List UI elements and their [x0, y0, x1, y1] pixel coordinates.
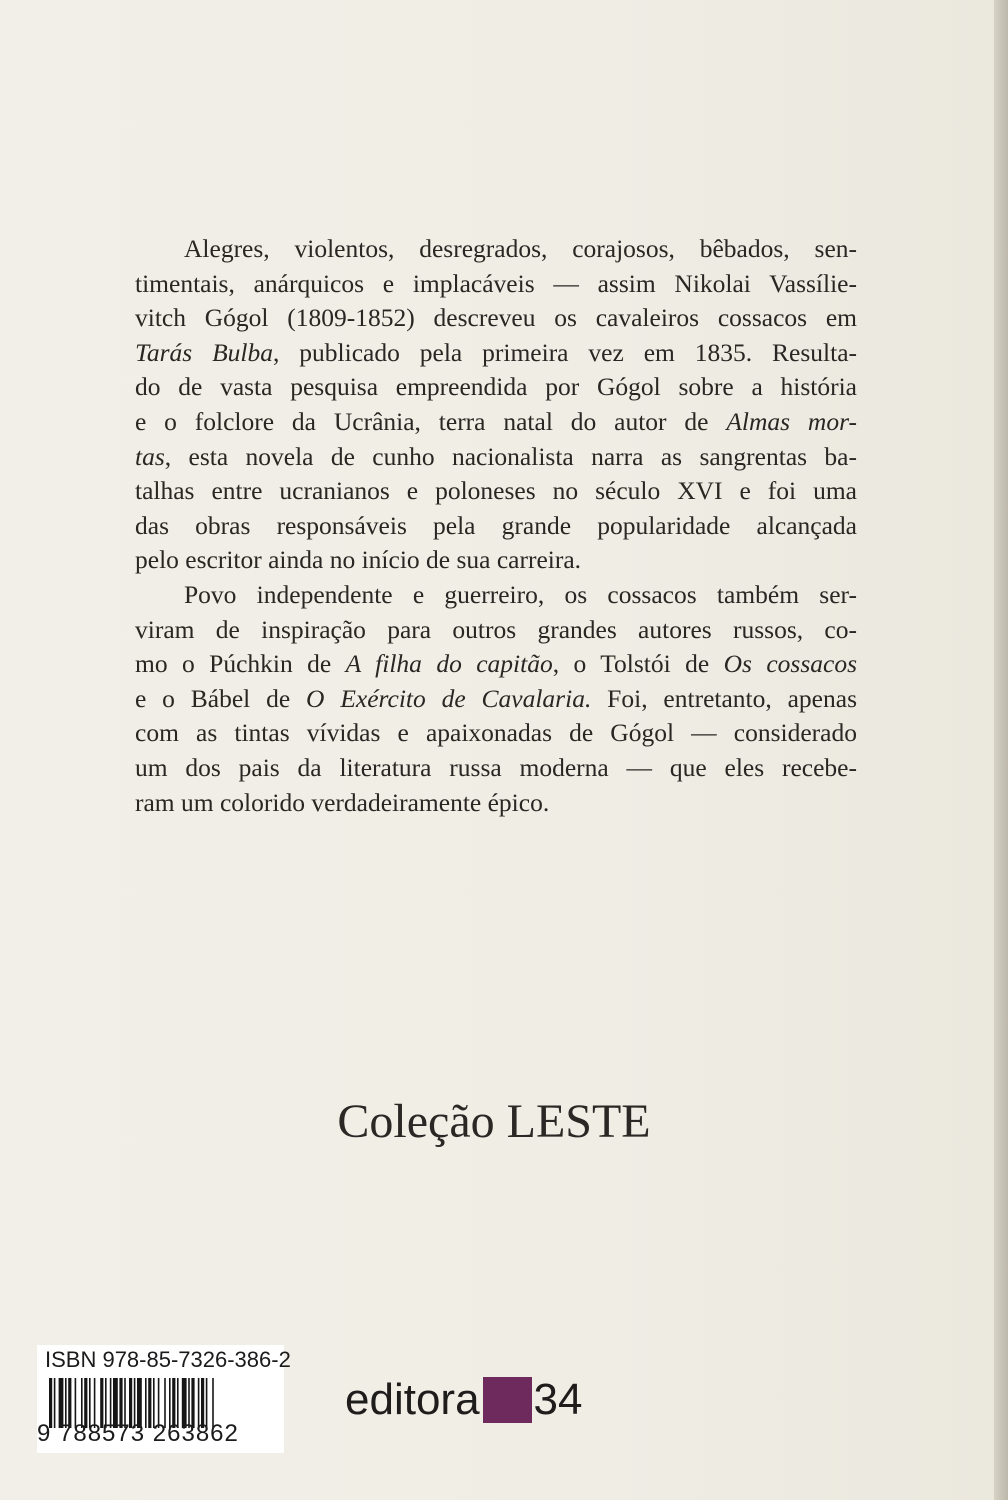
text-line	[135, 405, 857, 440]
text-line: Alegres, violentos, desregrados, corajosos, bêbados, sen-	[184, 234, 857, 263]
isbn-text: ISBN 978-85-7326-386-2	[45, 1347, 291, 1372]
text-line: ram um colorido verdadeiramente épico.	[135, 787, 550, 817]
text-fragment: Foi, entretanto, apenas	[591, 683, 857, 713]
text-line: Povo independente e guerreiro, os cossacos também ser-	[184, 579, 857, 609]
book-title-exercito-de-cavalaria: O Exército de Cavalaria.	[306, 683, 592, 713]
publisher-logo	[345, 1375, 583, 1425]
text-line: vitch Gógol (1809-1852) descreveu os cavaleiros cossacos em	[135, 303, 857, 333]
text-fragment: , o Tolstói de	[552, 649, 724, 679]
text-line	[135, 647, 857, 682]
text-fragment: e o folclore da Ucrânia, terra natal do autor de	[135, 406, 727, 436]
text-line: do de vasta pesquisa empreendida por Gógol sobre a história	[135, 372, 857, 402]
book-spine-edge	[994, 0, 1008, 1500]
text-fragment: , publicado pela primeira vez em 1835. Resulta-	[273, 337, 858, 367]
book-title-almas-mortas-end: tas	[135, 441, 165, 471]
text-line: timentais, anárquicos e implacáveis — assim Nikolai Vassílie-	[135, 268, 857, 298]
book-title-taras-bulba: Tarás Bulba	[135, 337, 274, 367]
text-fragment: e o Bábel de	[135, 683, 307, 713]
collection-title: Coleção LESTE	[337, 1095, 651, 1148]
book-title-os-cossacos: Os cossacos	[723, 649, 857, 679]
publisher-name: editora	[345, 1375, 480, 1424]
text-line: um dos pais da literatura russa moderna — que eles recebe-	[135, 752, 857, 782]
publisher-number: 34	[533, 1375, 583, 1424]
text-line	[135, 440, 857, 475]
text-line: viram de inspiração para outros grandes autores russos, co-	[135, 614, 857, 644]
text-line: pelo escritor ainda no início de sua carreira.	[135, 545, 582, 575]
text-line	[135, 336, 857, 371]
publisher-square-icon	[483, 1377, 532, 1423]
synopsis-paragraph-2	[135, 578, 857, 820]
book-title-filha-do-capitao: A filha do capitão	[345, 649, 553, 679]
text-line: talhas entre ucranianos e poloneses no século XVI e foi uma	[135, 476, 857, 506]
text-line	[135, 682, 857, 717]
text-line: com as tintas vívidas e apaixonadas de Gógol — considerado	[135, 718, 857, 748]
text-fragment: mo o Púchkin de	[135, 649, 346, 679]
synopsis-paragraph-1	[135, 232, 857, 578]
barcode-digits: 9 788573 263862	[37, 1420, 239, 1447]
text-fragment: , esta novela de cunho nacionalista narra as sangrentas ba-	[164, 441, 857, 471]
text-line: das obras responsáveis pela grande popularidade alcançada	[135, 510, 857, 540]
book-title-almas-mortas: Almas mor-	[726, 406, 857, 436]
synopsis-text	[135, 232, 857, 820]
